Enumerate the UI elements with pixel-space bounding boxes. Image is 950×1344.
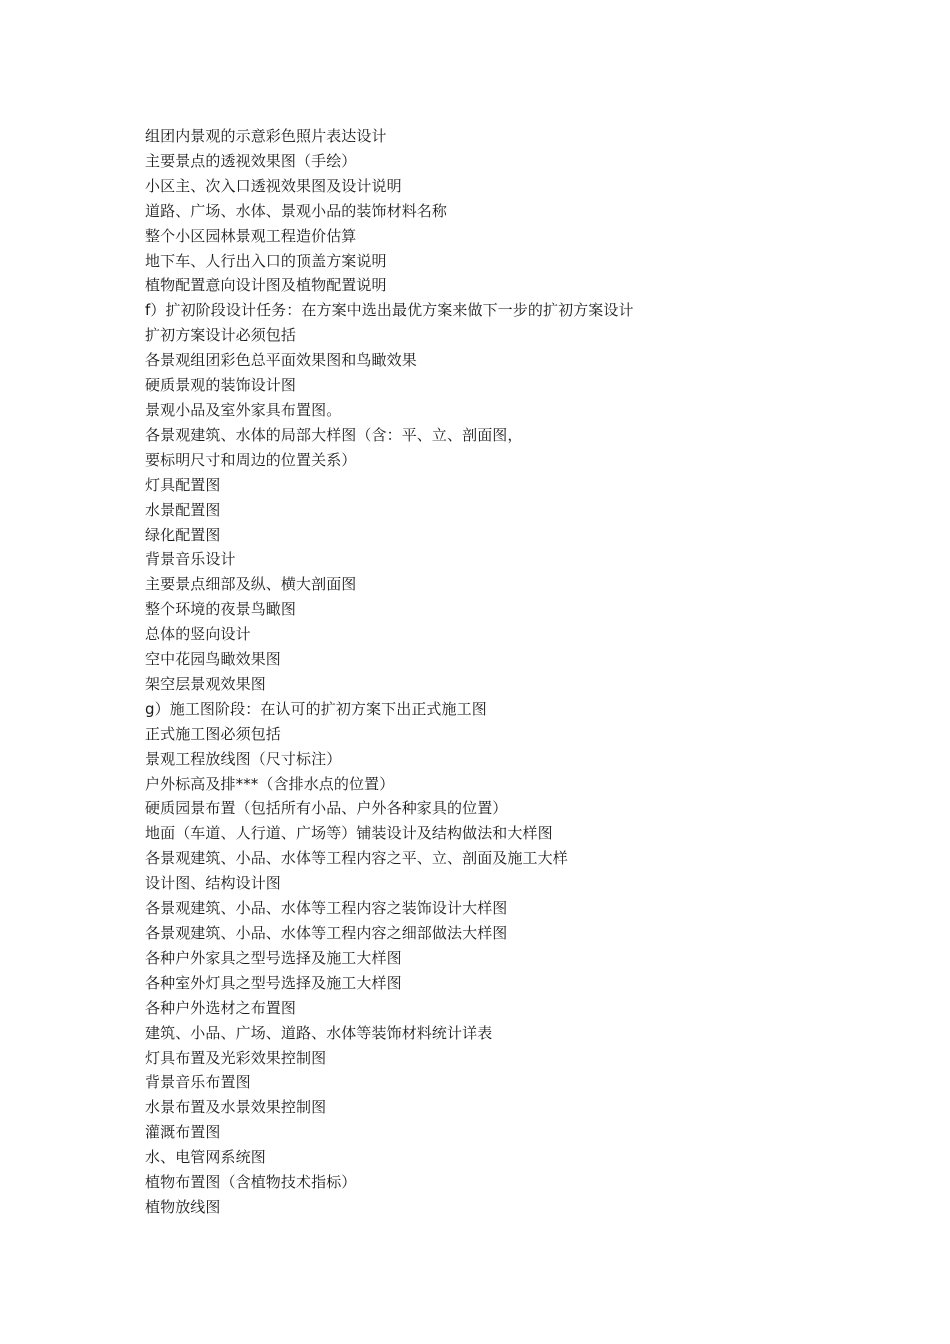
text-line: 设计图、结构设计图	[145, 874, 281, 893]
text-line: 背景音乐布置图	[145, 1073, 251, 1092]
text-line: 各景观建筑、小品、水体等工程内容之装饰设计大样图	[145, 899, 508, 918]
text-line: 小区主、次入口透视效果图及设计说明	[145, 176, 402, 195]
section-heading-g: g）施工图阶段：在认可的扩初方案下出正式施工图	[145, 699, 487, 718]
text-line: 植物放线图	[145, 1197, 221, 1216]
text-line: 主要景点细部及纵、横大剖面图	[145, 575, 357, 594]
text-line: 水、电管网系统图	[145, 1148, 266, 1167]
text-line: 建筑、小品、广场、道路、水体等装饰材料统计详表	[145, 1023, 493, 1042]
text-line: 正式施工图必须包括	[145, 724, 281, 743]
text-line: 植物配置意向设计图及植物配置说明	[145, 276, 387, 295]
text-line: 总体的竖向设计	[145, 625, 251, 644]
text-line: 组团内景观的示意彩色照片表达设计	[145, 127, 387, 145]
text-line: 架空层景观效果图	[145, 674, 266, 693]
text-line: 各种室外灯具之型号选择及施工大样图	[145, 973, 402, 992]
text-line: 灯具布置及光彩效果控制图	[145, 1048, 327, 1067]
text-line: 各种户外选材之布置图	[145, 998, 297, 1017]
text-line: 背景音乐设计	[145, 550, 236, 569]
document-body	[145, 124, 845, 1220]
text-line: 灯具配置图	[145, 475, 221, 494]
text-line: 硬质园景布置（包括所有小品、户外各种家具的位置）	[145, 799, 508, 818]
section-heading-f: f）扩初阶段设计任务：在方案中选出最优方案来做下一步的扩初方案设计	[145, 301, 634, 320]
text-line: 灌溉布置图	[145, 1123, 221, 1142]
text-line: 地下车、人行出入口的顶盖方案说明	[145, 251, 387, 270]
text-line: 景观工程放线图（尺寸标注）	[145, 749, 342, 768]
text-line: 道路、广场、水体、景观小品的装饰材料名称	[145, 201, 448, 220]
text-line: 空中花园鸟瞰效果图	[145, 650, 281, 669]
text-line: 户外标高及排***（含排水点的位置）	[145, 774, 395, 793]
text-line: 整个小区园林景观工程造价估算	[145, 226, 357, 245]
text-line: 水景配置图	[145, 500, 221, 519]
text-line: 各景观组团彩色总平面效果图和鸟瞰效果	[145, 351, 417, 370]
text-line: 整个环境的夜景鸟瞰图	[145, 600, 297, 619]
text-line: 硬质景观的装饰设计图	[145, 376, 297, 395]
text-line: 各景观建筑、小品、水体等工程内容之平、立、剖面及施工大样	[145, 849, 568, 868]
text-line: 要标明尺寸和周边的位置关系）	[145, 450, 357, 469]
text-line: 各景观建筑、水体的局部大样图（含：平、立、剖面图，	[145, 425, 523, 444]
text-line: 各种户外家具之型号选择及施工大样图	[145, 948, 402, 967]
text-line: 植物布置图（含植物技术指标）	[145, 1173, 357, 1192]
text-line: 主要景点的透视效果图（手绘）	[145, 151, 357, 170]
text-line: 绿化配置图	[145, 525, 221, 544]
text-line: 水景布置及水景效果控制图	[145, 1098, 327, 1117]
text-line: 各景观建筑、小品、水体等工程内容之细部做法大样图	[145, 924, 508, 942]
text-line: 扩初方案设计必须包括	[145, 326, 297, 345]
text-line: 地面（车道、人行道、广场等）铺装设计及结构做法和大样图	[145, 824, 553, 843]
text-line: 景观小品及室外家具布置图。	[145, 400, 342, 419]
